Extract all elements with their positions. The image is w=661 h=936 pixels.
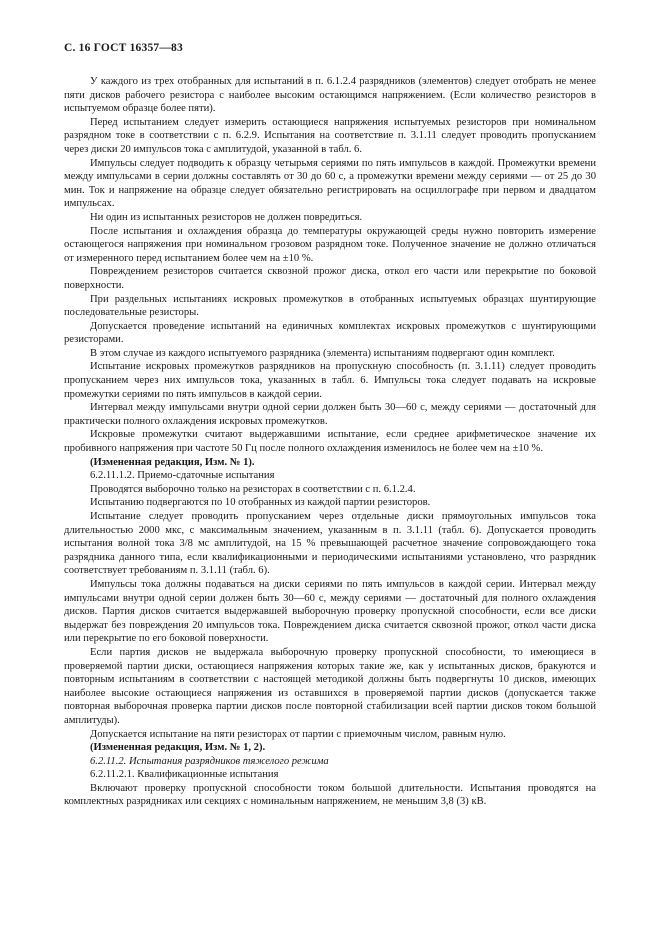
paragraph: Испытание следует проводить пропусканием через отдельные диски прямоугольных импульсов тока длительностью 2000 мкс, с максимальным значением, указанным в п. 3.1.11 (табл. 6). Допускается проводить испытания волной тока 3/8 мс амплитудой, на 15 % превышающей расчетное значение сопровождающего тока разрядника данного типа, если квалификационными и периодическими испытаниями установлено, что разрядник соответствует требованиям п. 3.1.11 (табл. 6). [64, 511, 596, 577]
paragraph: Перед испытанием следует измерить остающиеся напряжения испытуемых резисторов при номинальном разрядном токе в соответствии с п. 6.2.9. Испытания на соответствие п. 3.1.11 следует проводить пропусканием через диски 20 импульсов тока с амплитудой, указанной в табл. 6. [64, 116, 596, 155]
paragraph: При раздельных испытаниях искровых промежутков в отобранных испытуемых образцах шунтирующие последовательные резисторы. [64, 293, 596, 319]
paragraph: 6.2.11.2. Испытания разрядников тяжелого режима [90, 755, 329, 767]
paragraph: Включают проверку пропускной способности током большой длительности. Испытания проводятся на комплектных разрядниках или секциях с номинальным напряжением, не меньшим 3,8 (3) кВ. [64, 782, 596, 808]
paragraph: 6.2.11.1.2. Приемо-сдаточные испытания [90, 470, 275, 482]
paragraph: Проводятся выборочно только на резисторах в соответствии с п. 6.1.2.4. [90, 483, 416, 495]
paragraph: Ни один из испытанных резисторов не должен повредиться. [90, 211, 363, 223]
paragraph: Интервал между импульсами внутри одной серии должен быть 30—60 с, между сериями — достаточный для практически полного охлаждения искровых промежутков. [64, 402, 596, 427]
paragraph: Испытанию подвергаются по 10 отобранных из каждой партии резисторов. [90, 497, 431, 509]
document-body [64, 75, 596, 809]
paragraph: 6.2.11.2.1. Квалификационные испытания [90, 769, 279, 781]
paragraph: Если партия дисков не выдержала выборочную проверку пропускной способности, то имеющиеся в проверяемой партии диски, остающиеся напряжения которых такие же, как у испытанных дисков, бракуются и повторным испытаниям в соответствии с настоящей методикой должны быть подвергнуты 10 дисков, имеющих наиболее высокие остающиеся напряжения из оставшихся в проверяемой партии дисков (допускается также повторная выборочная проверка партии дисков после повторной стабилизации всей партии дисков током большой амплитуды). [64, 646, 596, 726]
paragraph: (Измененная редакция, Изм. № 1, 2). [90, 742, 266, 754]
paragraph: В этом случае из каждого испытуемого разрядника (элемента) испытаниям подвергают один комплект. [90, 347, 555, 359]
paragraph: Искровые промежутки считают выдержавшими испытание, если среднее арифметическое значение их пробивного напряжения при частоте 50 Гц после полного охлаждения изменилось не более чем на ±10 %. [64, 429, 596, 455]
paragraph: (Измененная редакция, Изм. № 1). [90, 456, 255, 468]
paragraph: Испытание искровых промежутков разрядников на пропускную способность (п. 3.1.11) следует проводить пропусканием через них импульсов тока, указанных в табл. 6. Импульсы тока следует подавать на искровые промежутки сериями по пять импульсов в каждой серии. [64, 361, 596, 400]
paragraph: Допускается испытание на пяти резисторах от партии с приемочным числом, равным нулю. [90, 728, 506, 740]
paragraph: Импульсы тока должны подаваться на диски сериями по пять импульсов в каждой серии. Интервал между импульсами внутри одной серии должен быть 30—60 с, между сериями — достаточный для полного охлаждения дисков. Партия дисков считается выдержавшей выборочную проверку пропускной способности, если все диски выдержат без повреждения 20 импульсов тока. Повреждением диска считается сквозной прожог, откол части диска или перекрытие по его боковой поверхности. [64, 578, 596, 645]
paragraph: Допускается проведение испытаний на единичных комплектах искровых промежутков с шунтирующими резисторами. [64, 320, 596, 346]
page-header: С. 16 ГОСТ 16357—83 [64, 42, 183, 54]
paragraph: У каждого из трех отобранных для испытаний в п. 6.1.2.4 разрядников (элементов) следует отобрать не менее пяти дисков рабочего резистора с наиболее высоким остающимся напряжением. (Если количество резисторов в испытуемом образце более пяти). [64, 76, 596, 115]
paragraph: Повреждением резисторов считается сквозной прожог диска, откол его части или перекрытие по боковой поверхности. [64, 266, 596, 291]
paragraph: После испытания и охлаждения образца до температуры окружающей среды нужно повторить измерение остающегося напряжения при номинальном грозовом разрядном токе. Полученное значение не должно отличаться от измеренного перед испытанием более чем на ±10 %. [64, 225, 596, 264]
paragraph: Импульсы следует подводить к образцу четырьмя сериями по пять импульсов в каждой. Промежутки времени между импульсами в серии должны составлять от 30 до 60 с, а промежутки времени между сериями — от 25 до 30 мин. Ток и напряжение на образце следует обязательно регистрировать на осциллографе при первом и двадцатом импульсах. [64, 157, 596, 210]
